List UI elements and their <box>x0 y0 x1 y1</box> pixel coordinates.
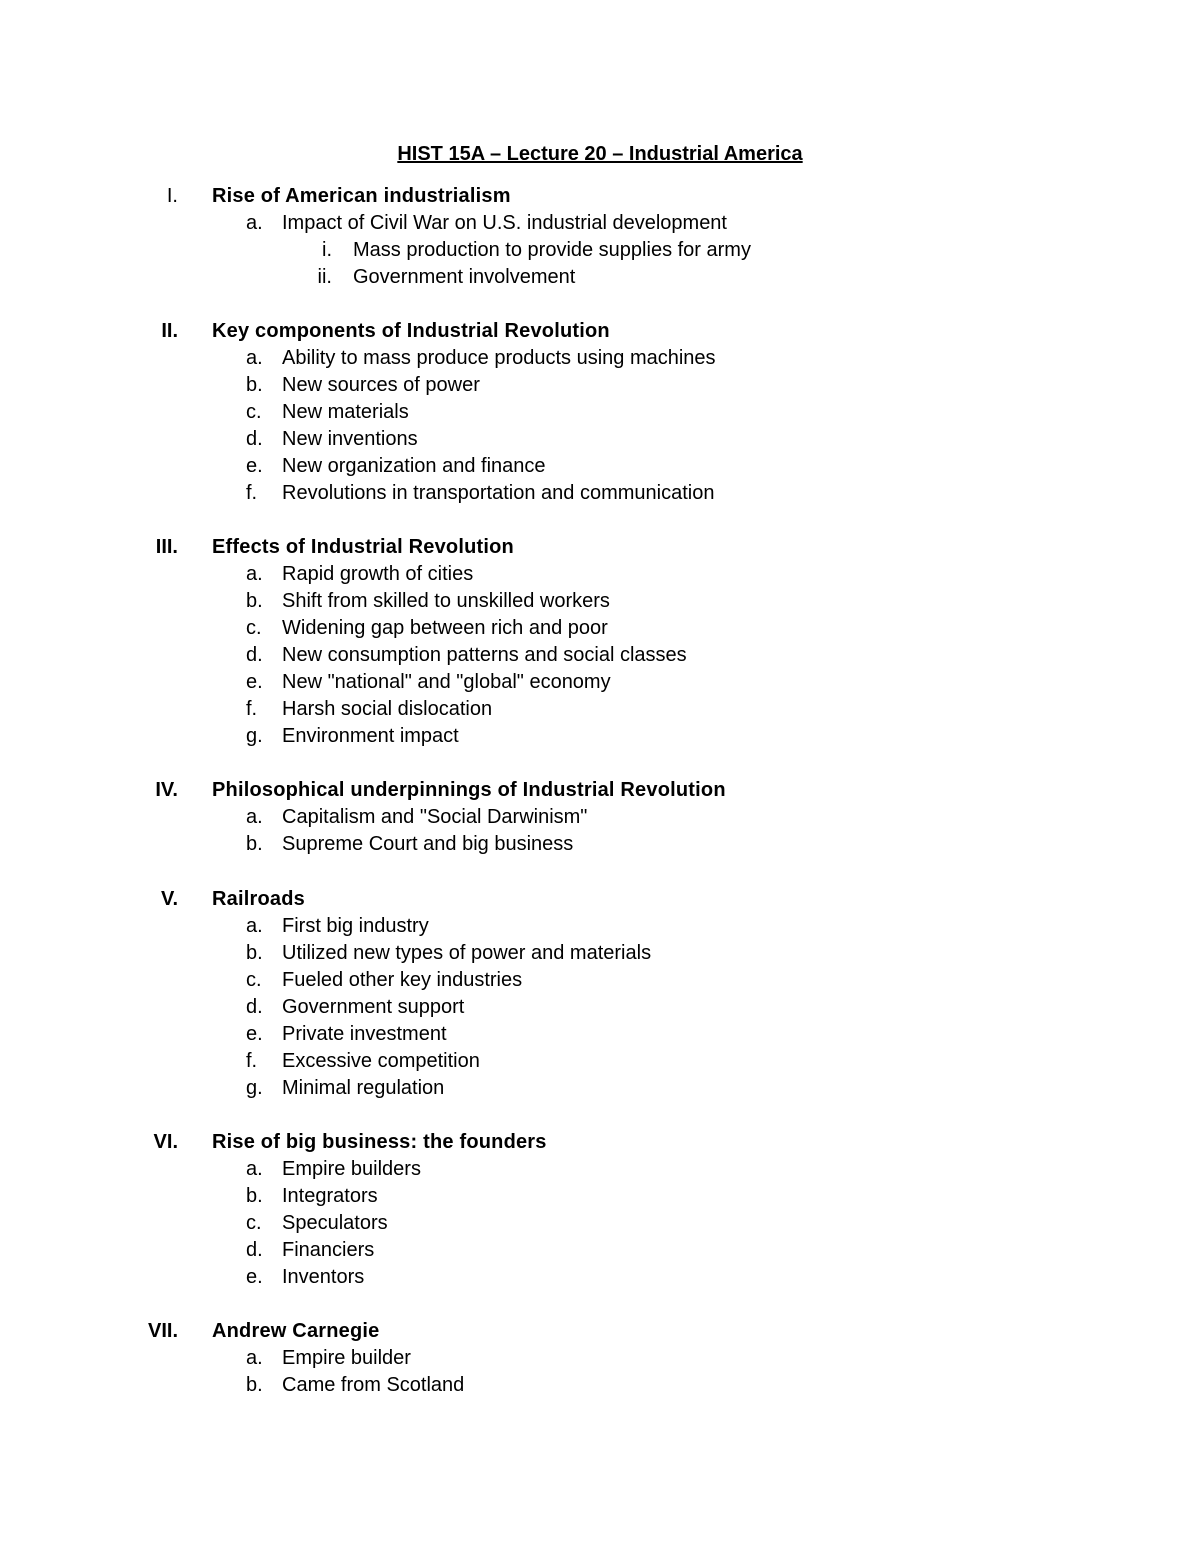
item-letter: b. <box>246 942 263 964</box>
section-heading: Philosophical underpinnings of Industrial Revolution <box>212 779 726 801</box>
item-letter: a. <box>246 212 263 234</box>
list-item: Rapid growth of cities <box>282 563 474 585</box>
list-item: New inventions <box>282 428 418 450</box>
sub-list-item: Mass production to provide supplies for army <box>353 239 751 261</box>
item-letter: d. <box>246 1239 263 1261</box>
item-letter: d. <box>246 996 263 1018</box>
list-item: Inventors <box>282 1266 365 1288</box>
item-letter: c. <box>246 969 262 991</box>
section-heading: Railroads <box>212 888 305 910</box>
list-item: Utilized new types of power and materials <box>282 942 652 964</box>
list-item: Widening gap between rich and poor <box>282 617 608 639</box>
section-numeral: VII. <box>147 1320 178 1342</box>
item-letter: g. <box>246 1077 263 1099</box>
item-letter: a. <box>246 806 263 828</box>
list-item: New sources of power <box>282 374 480 396</box>
list-item: Speculators <box>282 1212 388 1234</box>
list-item: Harsh social dislocation <box>282 698 493 720</box>
list-item: Fueled other key industries <box>282 969 523 991</box>
item-letter: a. <box>246 563 263 585</box>
section-numeral: IV. <box>155 779 178 801</box>
item-letter: b. <box>246 833 263 855</box>
item-letter: f. <box>246 698 258 720</box>
item-letter: b. <box>246 374 263 396</box>
item-letter: c. <box>246 1212 262 1234</box>
list-item: Environment impact <box>282 725 459 747</box>
section-heading: Key components of Industrial Revolution <box>212 320 610 342</box>
item-letter: a. <box>246 1347 263 1369</box>
list-item: Integrators <box>282 1185 378 1207</box>
list-item: New organization and finance <box>282 455 546 477</box>
list-item: Supreme Court and big business <box>282 833 574 855</box>
item-letter: e. <box>246 671 263 693</box>
list-item: First big industry <box>282 915 429 937</box>
item-letter: c. <box>246 401 262 423</box>
item-letter: e. <box>246 1266 263 1288</box>
item-letter: g. <box>246 725 263 747</box>
list-item: Shift from skilled to unskilled workers <box>282 590 610 612</box>
item-letter: f. <box>246 482 258 504</box>
list-item: Financiers <box>282 1239 375 1261</box>
list-item: Private investment <box>282 1023 447 1045</box>
section-numeral: VI. <box>153 1131 178 1153</box>
list-item: Government support <box>282 996 465 1018</box>
section-numeral: V. <box>160 888 178 910</box>
list-item: Came from Scotland <box>282 1374 465 1396</box>
section-numeral: III. <box>155 536 178 558</box>
list-item: New "national" and "global" economy <box>282 671 611 693</box>
section-numeral: II. <box>161 320 178 342</box>
list-item: New materials <box>282 401 409 423</box>
section-heading: Rise of American industrialism <box>212 185 511 207</box>
list-item: Capitalism and "Social Darwinism" <box>282 806 588 828</box>
item-letter: b. <box>246 590 263 612</box>
list-item: Empire builders <box>282 1158 421 1180</box>
section-heading: Andrew Carnegie <box>212 1320 380 1342</box>
list-item: Ability to mass produce products using machines <box>282 347 716 369</box>
list-item: Minimal regulation <box>282 1077 445 1099</box>
list-item: Impact of Civil War on U.S. industrial development <box>282 212 727 234</box>
list-item: Excessive competition <box>282 1050 480 1072</box>
item-letter: d. <box>246 644 263 666</box>
item-letter: b. <box>246 1374 263 1396</box>
list-item: Empire builder <box>282 1347 411 1369</box>
item-letter: f. <box>246 1050 258 1072</box>
item-letter: a. <box>246 1158 263 1180</box>
item-letter: e. <box>246 1023 263 1045</box>
sub-list-item: Government involvement <box>353 266 576 288</box>
item-letter: c. <box>246 617 262 639</box>
list-item: Revolutions in transportation and communication <box>282 482 715 504</box>
section-numeral: I. <box>166 185 178 207</box>
item-letter: e. <box>246 455 263 477</box>
document-title: HIST 15A – Lecture 20 – Industrial America <box>397 143 803 165</box>
subitem-numeral: ii. <box>317 266 332 288</box>
item-letter: b. <box>246 1185 263 1207</box>
item-letter: a. <box>246 915 263 937</box>
section-heading: Effects of Industrial Revolution <box>212 536 514 558</box>
section-heading: Rise of big business: the founders <box>212 1131 547 1153</box>
item-letter: d. <box>246 428 263 450</box>
subitem-numeral: i. <box>322 239 332 261</box>
list-item: New consumption patterns and social classes <box>282 644 687 666</box>
item-letter: a. <box>246 347 263 369</box>
